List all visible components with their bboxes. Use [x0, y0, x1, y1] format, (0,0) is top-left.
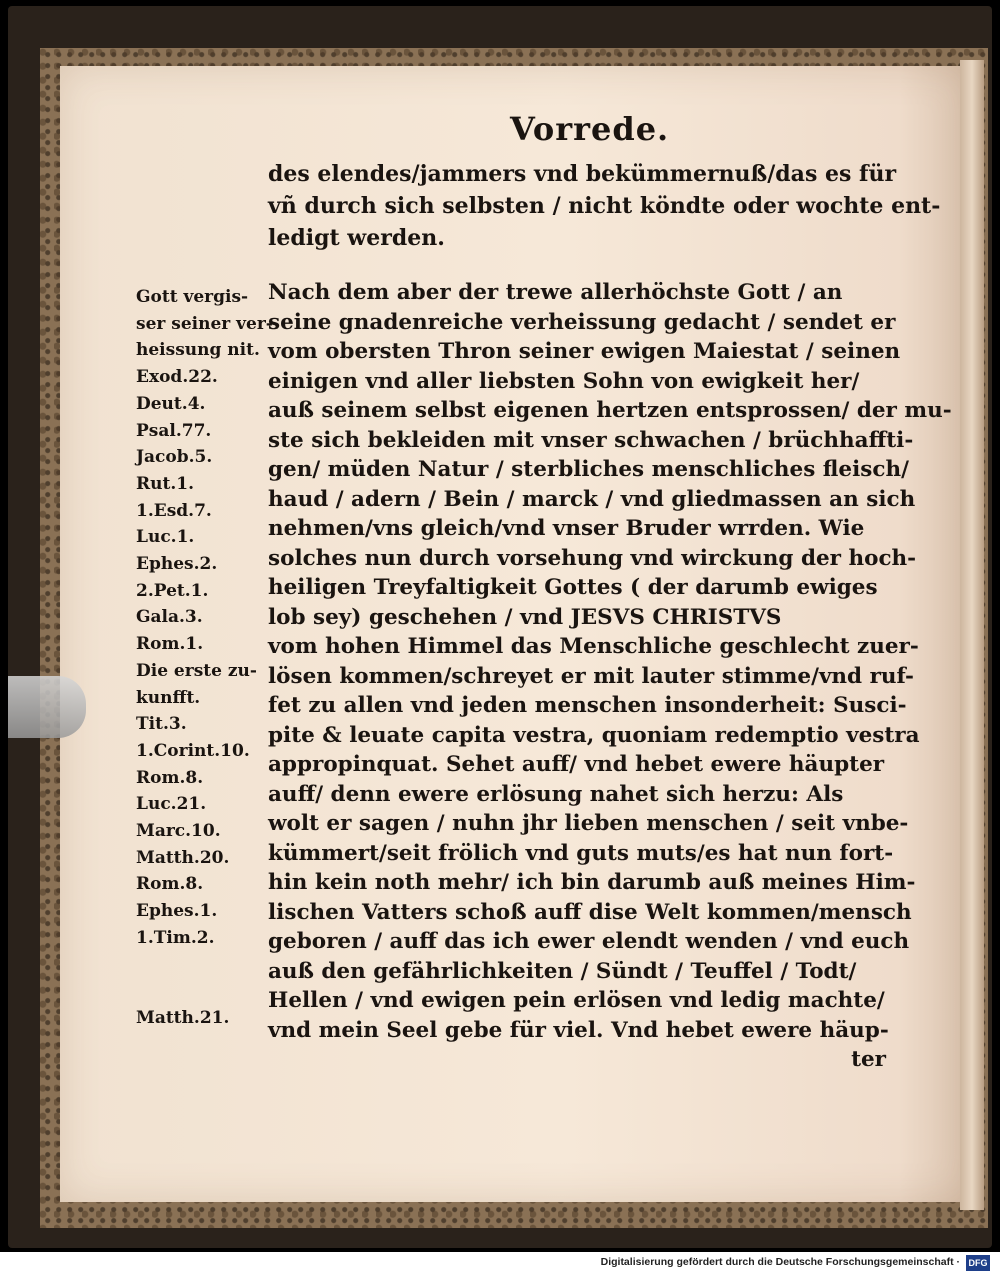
margin-note: 1.Esd.7.	[136, 500, 212, 521]
margin-note: kunfft.	[136, 687, 201, 708]
text-line: nehmen/vns gleich/vnd vnser Bruder wrrden. Wie	[268, 516, 865, 541]
margin-note: Tit.3.	[136, 714, 187, 735]
text-line: auff/ denn ewere erlösung nahet sich herzu: Als	[268, 781, 844, 807]
margin-note: Rom.1.	[136, 634, 204, 655]
footer-bar	[0, 1252, 1000, 1276]
text-line: auß den gefährlichkeiten / Sündt / Teuffel / Todt/	[268, 958, 857, 984]
margin-note: Ephes.1.	[136, 901, 218, 922]
text-line: lob sey) geschehen / vnd JESVS CHRISTVS	[268, 604, 782, 630]
margin-note: Matth.20.	[136, 847, 230, 868]
margin-note: heissung nit.	[136, 340, 260, 361]
intro-text	[268, 158, 941, 254]
margin-notes	[136, 284, 271, 952]
margin-note: 1.Corint.10.	[136, 740, 250, 761]
book-clip	[8, 676, 86, 738]
text-line: haud / adern / Bein / marck / vnd gliedmassen an sich	[268, 486, 916, 512]
text-line: lösen kommen/schreyet er mit lauter stimme/vnd ruf-	[268, 663, 914, 689]
text-line: wolt er sagen / nuhn jhr lieben menschen / seit vnbe-	[268, 811, 909, 836]
running-head: Vorrede.	[510, 110, 670, 148]
margin-note: Deut.4.	[136, 393, 206, 414]
margin-note: 2.Pet.1.	[136, 580, 209, 601]
text-line: seine gnadenreiche verheissung gedacht / sendet er	[268, 309, 896, 335]
text-line: vñ durch sich selbsten / nicht köndte oder wochte ent-	[268, 193, 941, 219]
margin-note: Rom.8.	[136, 767, 204, 788]
text-line: vom hohen Himmel das Menschliche geschlecht zuer-	[268, 634, 919, 659]
margin-note: Luc.21.	[136, 794, 207, 815]
margin-note: Jacob.5.	[136, 447, 213, 468]
margin-note: Luc.1.	[136, 527, 195, 548]
text-line: des elendes/jammers vnd bekümmernuß/das es für	[268, 161, 897, 187]
margin-note: Exod.22.	[136, 367, 218, 388]
text-line: heiligen Treyfaltigkeit Gottes ( der darumb ewiges	[268, 575, 878, 600]
text-line: einigen vnd aller liebsten Sohn von ewigkeit her/	[268, 368, 860, 394]
text-line: solches nun durch vorsehung vnd wirckung der hoch-	[268, 545, 917, 571]
text-line: geboren / auff das ich ewer elendt wenden / vnd euch	[268, 929, 910, 954]
margin-note: Ephes.2.	[136, 554, 218, 575]
funding-credit: Digitalisierung gefördert durch die Deutsche Forschungsgemeinschaft ·	[600, 1256, 960, 1268]
margin-note: Gott vergis-	[136, 287, 249, 307]
margin-note: 1.Tim.2.	[136, 927, 215, 948]
text-line: vom obersten Thron seiner ewigen Maiestat / seinen	[268, 339, 901, 364]
text-line: ste sich bekleiden mit vnser schwachen / brüchhaffti-	[268, 427, 914, 453]
text-line: lischen Vatters schoß auff dise Welt kommen/mensch	[268, 899, 912, 925]
text-line: gen/ müden Natur / sterbliches menschliches fleisch/	[268, 457, 909, 482]
margin-note: Marc.10.	[136, 821, 221, 842]
text-line: pite & leuate capita vestra, quoniam redemptio vestra	[268, 722, 920, 748]
text-line: appropinquat. Sehet auff/ vnd hebet ewere häupter	[268, 752, 885, 777]
text-line: Hellen / vnd ewigen pein erlösen vnd ledig machte/	[268, 988, 885, 1013]
margin-note: Die erste zu-	[136, 660, 257, 681]
dfg-logo-icon: DFG	[966, 1255, 990, 1271]
margin-note: Matth.21.	[136, 1008, 230, 1028]
margin-note: Rut.1.	[136, 473, 195, 494]
margin-note-last	[136, 1008, 271, 1028]
text-line: Nach dem aber der trewe allerhöchste Gott / an	[268, 280, 843, 305]
text-line: fet zu allen vnd jeden menschen insonderheit: Susci-	[268, 693, 907, 718]
text-line: auß seinem selbst eigenen hertzen entsprossen/ der mu-	[268, 398, 952, 423]
text-line: hin kein noth mehr/ ich bin darumb auß meines Him-	[268, 870, 916, 895]
body-text	[268, 278, 952, 1075]
page-edge	[960, 60, 984, 1210]
text-line: kümmert/seit frölich vnd guts muts/es hat nun fort-	[268, 840, 894, 866]
margin-note: ser seiner ver-	[136, 313, 273, 334]
margin-note: Psal.77.	[136, 420, 212, 441]
text-line: ter	[851, 1047, 886, 1072]
text-line: ledigt werden.	[268, 225, 445, 251]
margin-note: Gala.3.	[136, 607, 203, 628]
text-line: vnd mein Seel gebe für viel. Vnd hebet ewere häup-	[268, 1017, 889, 1043]
margin-note: Rom.8.	[136, 874, 204, 895]
